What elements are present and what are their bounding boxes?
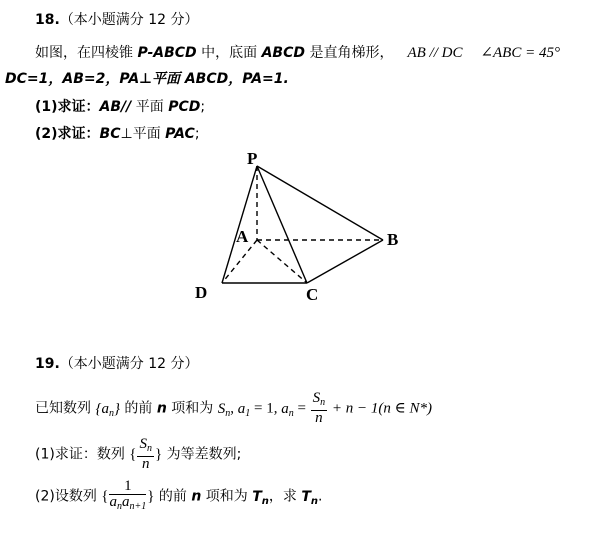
- fraction-Sn-over-n-2: $\frac{S_n}{n}$: [139, 436, 152, 472]
- label-D: D: [195, 283, 208, 302]
- edge-PC: [257, 166, 307, 283]
- q18-line2: DC=1，AB=2，PA⊥平面 ABCD，PA=1.: [5, 71, 289, 87]
- q19-header: [35, 355, 199, 373]
- fraction-reciprocal: $\frac{1}{a_na_{n+1}}$: [109, 478, 147, 512]
- q18-number: 18.: [35, 12, 60, 28]
- label-B: B: [387, 230, 399, 249]
- pyramid-name: P-ABCD: [137, 45, 197, 61]
- label-C: C: [306, 285, 319, 304]
- label-A: A: [236, 227, 249, 246]
- q19-number: 19.: [35, 356, 60, 372]
- edge-AD: [222, 240, 257, 283]
- edge-PD: [222, 166, 257, 283]
- q18-line1: 如图，在四棱锥 P-ABCD 中，底面 ABCD 是直角梯形， AB // DC ∠ABC = 45°: [35, 45, 560, 61]
- q19-score: （本小题满分 12 分）: [59, 356, 199, 372]
- angle-condition: ∠ABC = 45°: [480, 45, 560, 61]
- q19-line1: 已知数列 $\{a_n\}$ 的前 n 项和为 $S_n$, $a_1 = 1$, $a_n$ = $\frac{S_n}{n}$ + n − 1(n ∈ N*): [35, 390, 433, 426]
- edge-AC: [257, 240, 307, 283]
- q19-part1: (1)求证：数列 { $\frac{S_n}{n}$ } 为等差数列;: [35, 436, 242, 472]
- q18-score: （本小题满分 12 分）: [59, 12, 199, 28]
- edge-CB: [307, 240, 383, 283]
- fraction-Sn-over-n: $\frac{S_n}{n}$: [312, 390, 326, 426]
- edge-PB: [257, 166, 383, 240]
- q19-part2: (2)设数列 { $\frac{1}{a_na_{n+1}}$ } 的前 n 项和为 $T_n$，求 $T_n$.: [35, 478, 323, 512]
- q18-part1: (1)求证：AB// 平面 PCD;: [35, 99, 206, 115]
- parallel-condition: AB // DC: [407, 45, 463, 61]
- base-name: ABCD: [261, 45, 305, 61]
- q18-part2: (2)求证：BC⊥平面 PAC;: [35, 126, 200, 142]
- label-P: P: [247, 149, 258, 168]
